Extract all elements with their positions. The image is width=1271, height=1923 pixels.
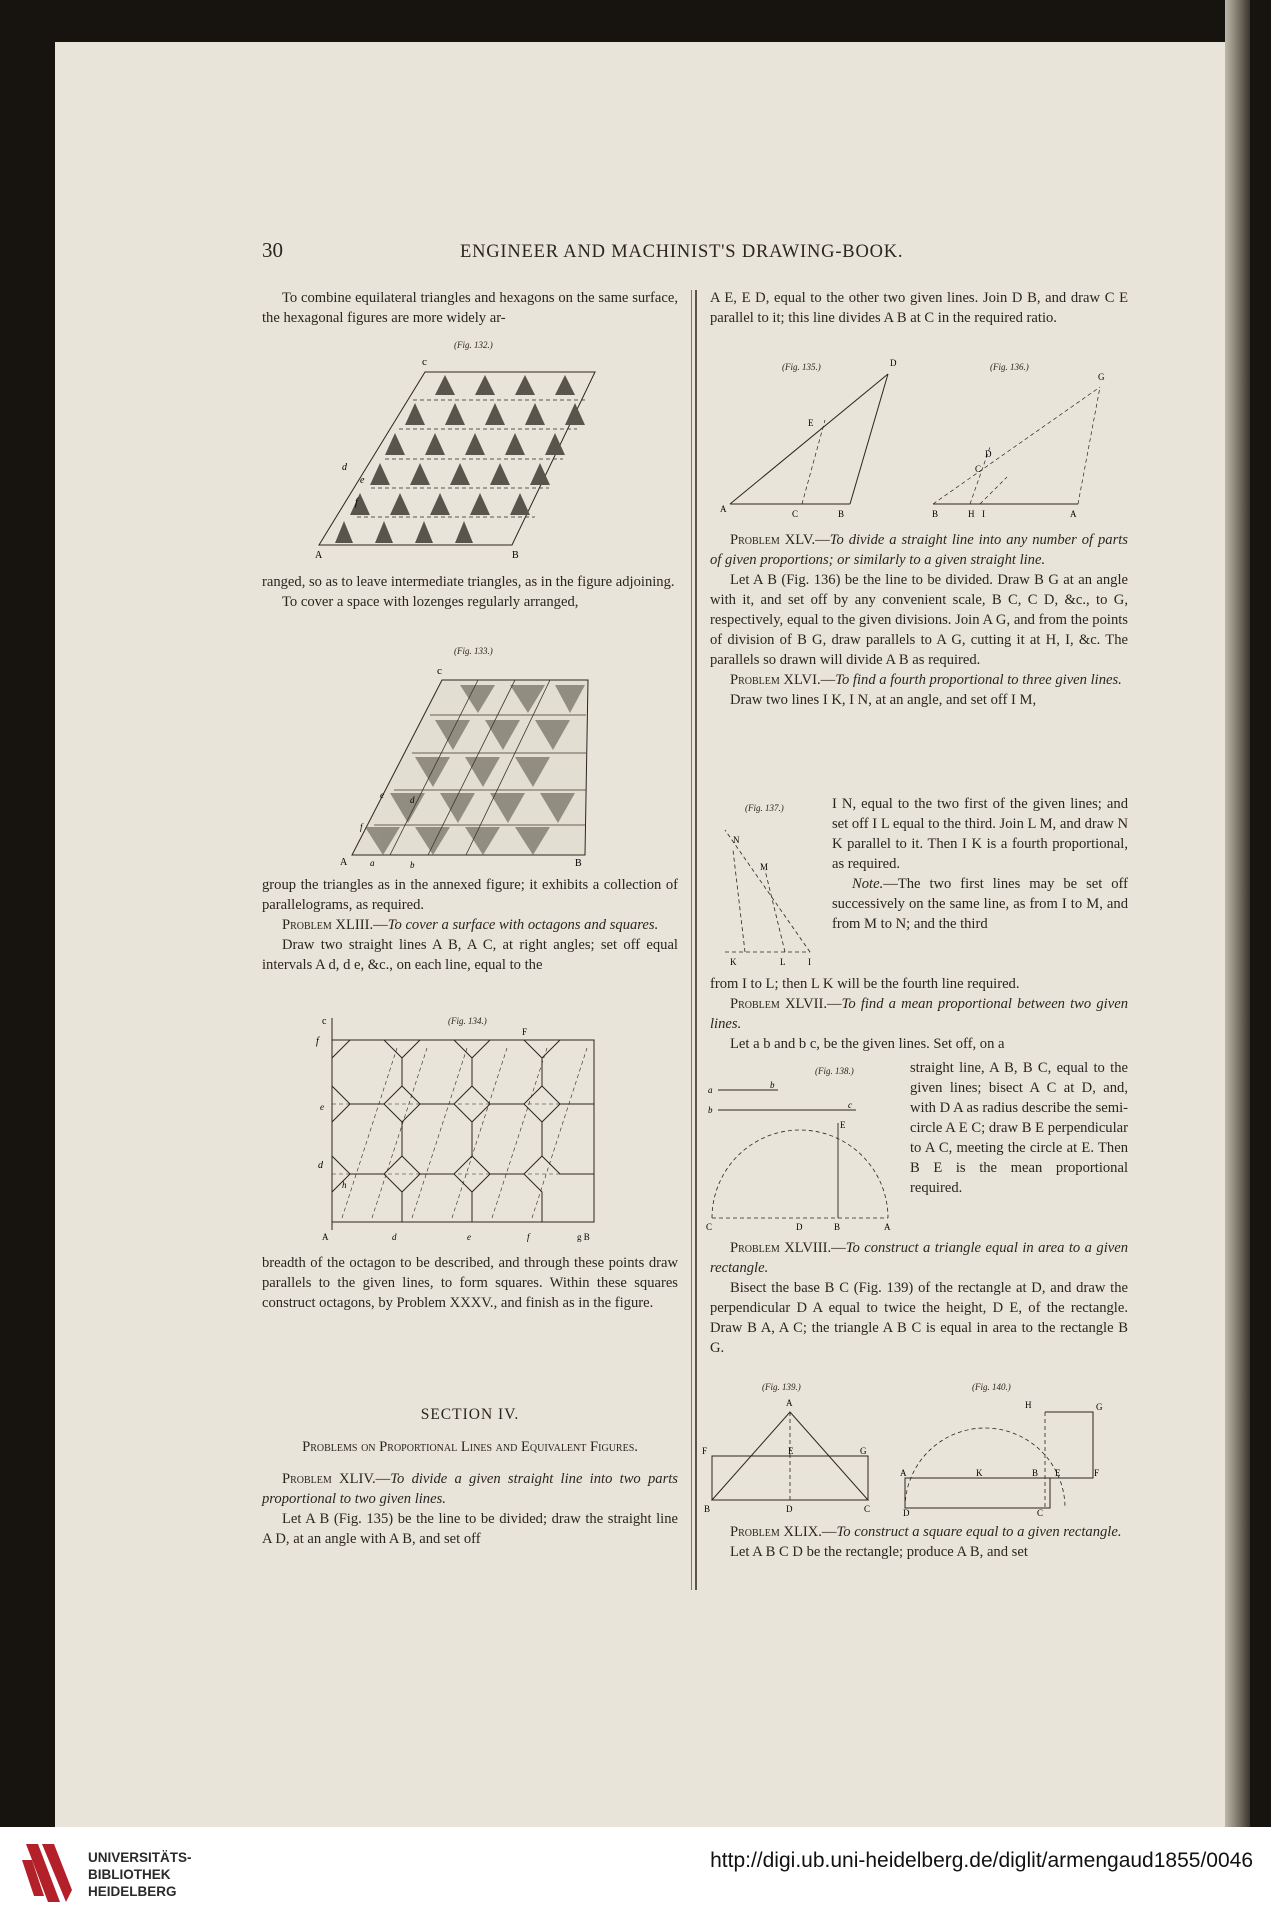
- svg-text:M: M: [760, 862, 769, 872]
- svg-text:e: e: [320, 1102, 324, 1112]
- svg-text:f: f: [527, 1232, 530, 1242]
- svg-text:e: e: [360, 475, 365, 486]
- problem-47-heading: [710, 994, 1128, 1034]
- svg-text:H: H: [1025, 1400, 1032, 1410]
- svg-text:d: d: [342, 462, 347, 473]
- running-title: ENGINEER AND MACHINIST'S DRAWING-BOOK.: [460, 242, 904, 262]
- problem-label: Problem XLVII.—: [730, 996, 842, 1012]
- paragraph: I N, equal to the two first of the given lines; and set off I L equal to the third. Join L M, and draw N K parallel to it. Then I K is a fourth proportional, as required.: [832, 796, 1128, 872]
- svg-text:D: D: [796, 1222, 803, 1232]
- figure-caption: (Fig. 136.): [990, 362, 1029, 372]
- right-text-block-4: [710, 974, 1128, 1054]
- problem-44-heading: [262, 1469, 678, 1509]
- svg-text:I: I: [982, 509, 985, 519]
- problem-title: To construct a triangle equal in area to a given rectangle.: [710, 1240, 1128, 1276]
- problem-label: Problem XLV.—: [730, 532, 830, 548]
- figure-caption: (Fig. 138.): [815, 1066, 854, 1076]
- note-text: —The two first lines may be set off successively on the same line, as from I to M, and from M to N; and the third: [832, 876, 1128, 932]
- problem-label: Problem XLVIII.—: [730, 1240, 846, 1256]
- svg-text:F: F: [1094, 1468, 1100, 1478]
- svg-text:E: E: [788, 1446, 794, 1456]
- figure-137-fourth-proportional: [715, 815, 825, 965]
- problem-title: To find a fourth proportional to three given lines.: [835, 672, 1122, 688]
- figure-134-octagons: [312, 1018, 602, 1243]
- svg-text:H: H: [968, 509, 975, 519]
- figure-caption: (Fig. 137.): [745, 803, 784, 813]
- column-divider: [695, 290, 697, 1590]
- figures-135-136: [720, 352, 1130, 527]
- paragraph: Let A B (Fig. 136) be the line to be divided. Draw B G at an angle with it, and set off by any convenient scale, B C, C D, &c., to G, respectively, equal to the given divisions. Join A G, and from the points of division of B G, draw parallels to A G, cutting it at H, I, &c. The parallels so drawn will divide A B as required.: [710, 572, 1128, 668]
- column-divider-inner: [691, 290, 692, 1590]
- paragraph: breadth of the octagon to be described, and through these points draw parallels to the given lines, to form squares. Within these squares construct octagons, by Problem XXXV., and finish as in the figure.: [262, 1255, 678, 1311]
- right-text-block-3: [832, 794, 1128, 934]
- problem-title: To cover a surface with octagons and squares.: [387, 917, 659, 933]
- svg-text:C: C: [975, 464, 982, 474]
- paragraph: straight line, A B, B C, equal to the given lines; bisect A C at D, and, with D A as radius describe the semi-circle A E C; draw B E perpendicular to A C, meeting the circle at E. Then B E is the mean proportional required.: [910, 1060, 1128, 1196]
- svg-text:C: C: [1037, 1508, 1044, 1517]
- right-text-block-1: [710, 288, 1128, 328]
- library-logo-icon[interactable]: [20, 1840, 78, 1906]
- svg-text:G: G: [860, 1446, 867, 1456]
- svg-text:E: E: [808, 418, 814, 428]
- paragraph: Let A B (Fig. 135) be the line to be divided; draw the straight line A D, at an angle with A B, and set off: [262, 1511, 678, 1547]
- footer-bar: [0, 1827, 1271, 1923]
- svg-text:h: h: [342, 1180, 347, 1190]
- svg-text:A: A: [900, 1468, 907, 1478]
- svg-text:C: C: [864, 1504, 871, 1514]
- svg-text:D: D: [903, 1508, 910, 1517]
- figure-caption: (Fig. 133.): [454, 646, 493, 656]
- svg-text:F: F: [702, 1446, 708, 1456]
- page-number: 30: [262, 238, 283, 262]
- svg-text:c: c: [322, 1018, 327, 1027]
- problem-46-heading: [710, 670, 1128, 690]
- problem-title: To divide a straight line into any number of parts of given proportions; or similarly to a given straight line.: [710, 532, 1128, 568]
- paragraph: ranged, so as to leave intermediate triangles, as in the figure adjoining.: [262, 574, 675, 590]
- svg-text:d: d: [410, 795, 415, 805]
- svg-text:B: B: [512, 550, 519, 560]
- svg-text:D: D: [890, 358, 897, 368]
- svg-text:G: G: [1096, 1402, 1103, 1412]
- svg-text:A: A: [322, 1232, 329, 1242]
- figure-132-triangles-hexagons: [315, 355, 605, 560]
- svg-text:c: c: [437, 665, 442, 677]
- svg-text:L: L: [780, 957, 786, 965]
- permalink-url[interactable]: http://digi.ub.uni-heidelberg.de/diglit/armengaud1855/0046: [710, 1849, 1253, 1872]
- svg-text:E: E: [1055, 1468, 1061, 1478]
- note-paragraph: [832, 874, 1128, 934]
- figure-caption: (Fig. 132.): [454, 340, 493, 350]
- section-subtitle: Problems on Proportional Lines and Equivalent Figures.: [302, 1439, 638, 1455]
- svg-text:B: B: [838, 509, 845, 519]
- svg-text:a: a: [708, 1085, 713, 1095]
- paragraph: Draw two lines I K, I N, at an angle, and set off I M,: [730, 692, 1037, 708]
- paragraph: Let A B C D be the rectangle; produce A B, and set: [730, 1544, 1028, 1560]
- svg-text:b: b: [708, 1105, 713, 1115]
- right-text-block-2: [710, 530, 1128, 710]
- svg-text:a: a: [370, 858, 375, 868]
- svg-text:d: d: [318, 1160, 323, 1171]
- right-text-block-6: [710, 1238, 1128, 1358]
- right-text-block-7: [710, 1522, 1128, 1562]
- svg-text:b: b: [410, 860, 415, 870]
- svg-text:b: b: [770, 1080, 775, 1090]
- problem-label: Problem XLVI.—: [730, 672, 836, 688]
- svg-text:B: B: [704, 1504, 711, 1514]
- figure-caption: (Fig. 135.): [782, 362, 821, 372]
- svg-text:A: A: [315, 550, 323, 560]
- problem-title: To construct a square equal to a given rectangle.: [836, 1524, 1122, 1540]
- paragraph: Let a b and b c, be the given lines. Set off, on a: [730, 1036, 1005, 1052]
- paragraph: from I to L; then L K will be the fourth line required.: [710, 976, 1020, 992]
- svg-text:d: d: [392, 1232, 397, 1242]
- svg-text:c: c: [848, 1100, 852, 1110]
- svg-text:B: B: [575, 858, 582, 869]
- svg-text:K: K: [730, 957, 737, 965]
- figures-139-140: [700, 1392, 1120, 1517]
- paragraph: To cover a space with lozenges regularly arranged,: [282, 594, 579, 610]
- svg-text:A: A: [884, 1222, 891, 1232]
- svg-text:N: N: [733, 835, 740, 845]
- figure-133-lozenges: [330, 665, 600, 870]
- left-text-block-4: [262, 1253, 678, 1313]
- svg-text:D: D: [985, 449, 992, 459]
- problem-label: Problem XLIX.—: [730, 1524, 837, 1540]
- svg-text:G: G: [1098, 372, 1105, 382]
- problem-45-heading: [710, 530, 1128, 570]
- figure-caption: (Fig. 139.): [762, 1382, 801, 1392]
- svg-text:A: A: [340, 857, 348, 868]
- svg-text:f: f: [360, 822, 363, 832]
- page-header: [0, 238, 1271, 268]
- paragraph: Bisect the base B C (Fig. 139) of the rectangle at D, and draw the perpendicular D A equal to twice the height, D E, of the rectangle. Draw B A, A C; the triangle A B C is equal in area to the rectangle B G.: [710, 1280, 1128, 1356]
- note-label: Note.: [852, 876, 884, 892]
- svg-text:e: e: [380, 790, 384, 800]
- svg-text:E: E: [840, 1120, 846, 1130]
- svg-text:f: f: [316, 1036, 319, 1047]
- svg-text:B: B: [1032, 1468, 1039, 1478]
- svg-text:A: A: [786, 1398, 793, 1408]
- svg-text:I: I: [808, 957, 811, 965]
- library-name-line: HEIDELBERG: [88, 1884, 177, 1899]
- problem-title: To find a mean proportional between two given lines.: [710, 996, 1128, 1032]
- svg-text:f: f: [355, 497, 358, 508]
- figure-138-mean-proportional: [706, 1078, 906, 1233]
- section-title: SECTION IV.: [420, 1406, 520, 1423]
- figure-caption: (Fig. 134.): [448, 1016, 487, 1026]
- svg-text:K: K: [976, 1468, 983, 1478]
- svg-text:C: C: [792, 509, 799, 519]
- library-name-line: UNIVERSITÄTS-: [88, 1850, 192, 1865]
- svg-text:C: C: [706, 1222, 713, 1232]
- svg-text:e: e: [467, 1232, 471, 1242]
- problem-48-heading: [710, 1238, 1128, 1278]
- figure-caption: (Fig. 140.): [972, 1382, 1011, 1392]
- book-spine-shadow: [1225, 0, 1250, 1827]
- problem-49-heading: [710, 1522, 1128, 1542]
- library-name[interactable]: [88, 1849, 192, 1900]
- svg-text:A: A: [720, 504, 727, 514]
- svg-text:A: A: [1070, 509, 1077, 519]
- svg-text:B: B: [834, 1222, 841, 1232]
- svg-text:c: c: [422, 356, 427, 368]
- problem-title: To divide a given straight line into two parts proportional to two given lines.: [262, 1471, 678, 1507]
- problem-43-heading: [262, 915, 678, 935]
- svg-text:F: F: [522, 1027, 528, 1037]
- left-text-block-3: [262, 875, 678, 975]
- problem-label: Problem XLIII.—: [282, 917, 388, 933]
- paragraph: Draw two straight lines A B, A C, at right angles; set off equal intervals A d, d e, &c., on each line, equal to the: [262, 937, 678, 973]
- paragraph: To combine equilateral triangles and hexagons on the same surface, the hexagonal figures are more widely ar-: [262, 290, 678, 326]
- problem-label: Problem XLIV.—: [282, 1471, 391, 1487]
- paragraph: group the triangles as in the annexed figure; it exhibits a collection of parallelograms, as required.: [262, 877, 678, 913]
- svg-text:B: B: [932, 509, 939, 519]
- library-name-line: BIBLIOTHEK: [88, 1867, 171, 1882]
- paragraph: A E, E D, equal to the other two given lines. Join D B, and draw C E parallel to it; this line divides A B at C in the required ratio.: [710, 290, 1128, 326]
- svg-text:D: D: [786, 1504, 793, 1514]
- section-4: [262, 1405, 678, 1549]
- svg-text:g B: g B: [577, 1232, 590, 1242]
- right-text-block-5: [910, 1058, 1128, 1198]
- left-text-block-2: [262, 572, 678, 612]
- left-text-block-1: [262, 288, 678, 328]
